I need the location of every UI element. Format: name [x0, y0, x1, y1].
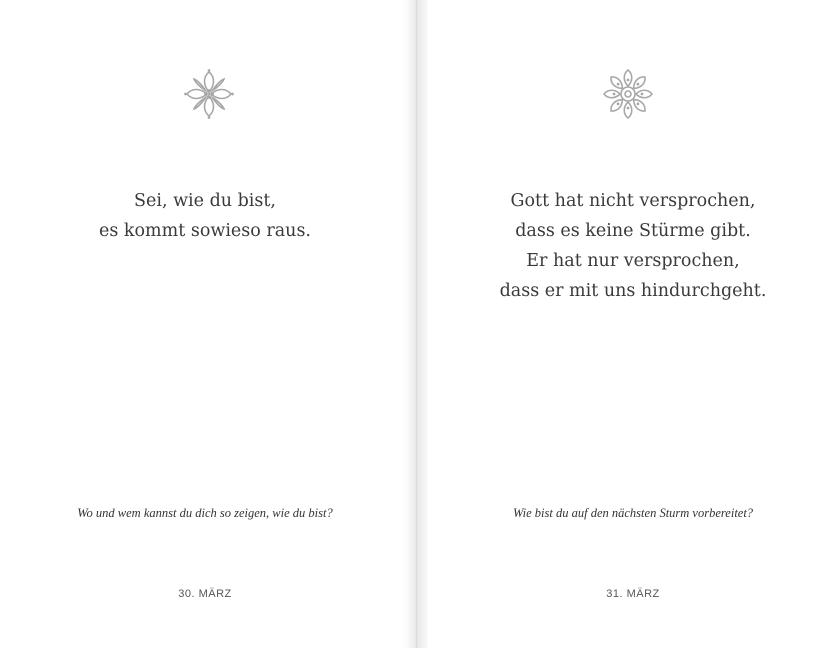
right-date: 31. MÄRZ: [606, 588, 660, 600]
right-page: [428, 0, 838, 648]
right-quote: [428, 186, 838, 306]
left-page: [0, 0, 410, 648]
quote-line: Sei, wie du bist,: [134, 191, 276, 211]
quatrefoil-flower-icon: [183, 68, 235, 120]
quote-line: es kommt sowieso raus.: [99, 221, 311, 241]
quote-line: dass er mit uns hindurchgeht.: [499, 281, 767, 301]
left-quote: [0, 186, 410, 246]
left-question: Wo und wem kannst du dich so zeigen, wie du bist?: [77, 506, 333, 520]
quote-line: Er hat nur versprochen,: [526, 251, 740, 271]
gutter-fold-line: [416, 0, 417, 648]
left-date: 30. MÄRZ: [178, 588, 232, 600]
lotus-rosette-icon: [602, 68, 654, 120]
right-question: Wie bist du auf den nächsten Sturm vorbereitet?: [512, 506, 754, 520]
quote-line: dass es keine Stürme gibt.: [515, 221, 751, 241]
quote-line: Gott hat nicht versprochen,: [510, 191, 756, 211]
